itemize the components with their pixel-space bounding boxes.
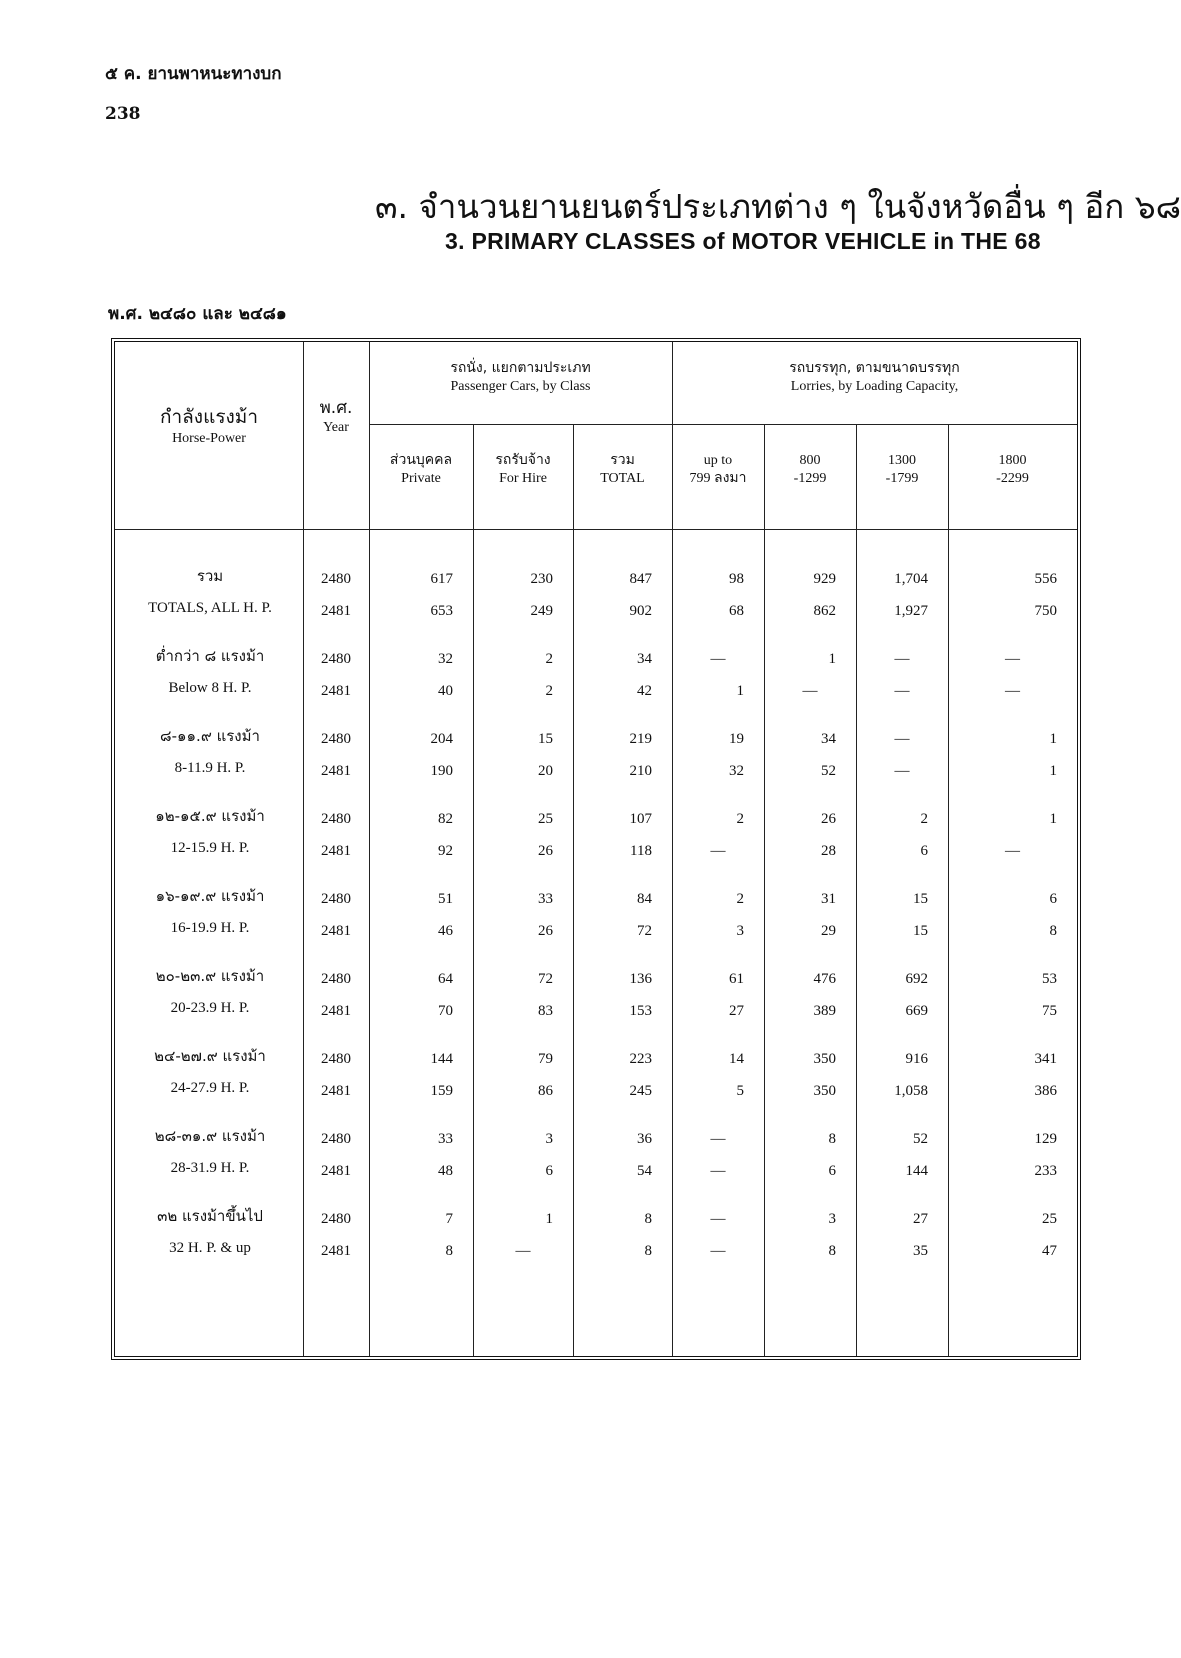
subheader-top-5: 1300 [888, 453, 916, 468]
year-cell: 2480 [321, 1051, 351, 1067]
data-cell: 129 [1034, 1131, 1057, 1147]
data-cell: 8 [445, 1243, 453, 1259]
data-cell: 52 [821, 763, 836, 779]
data-cell: 389 [813, 1003, 836, 1019]
data-cell: 15 [913, 891, 928, 907]
subheader-bottom-0: Private [401, 470, 441, 486]
group-label-thai: ต่ำกว่า ๘ แรงม้า [155, 647, 265, 665]
group-label-thai: ๘-๑๑.๙ แรงม้า [160, 727, 260, 745]
data-cell: — [894, 731, 910, 747]
year-note: พ.ศ. ๒๔๘๐ และ ๒๔๘๑ [108, 304, 287, 324]
year-cell: 2480 [321, 571, 351, 587]
data-cell: 862 [813, 603, 836, 619]
subheader-bottom-3: 799 ลงมา [689, 470, 747, 486]
data-cell: — [1005, 683, 1020, 699]
subheader-col-0 [369, 452, 473, 487]
data-cell: 750 [1034, 603, 1057, 619]
group-label-thai: ๒๘-๓๑.๙ แรงม้า [154, 1127, 266, 1145]
data-cell: 230 [530, 571, 553, 587]
subheader-bottom-1: For Hire [499, 470, 547, 486]
year-cell: 2481 [321, 603, 351, 619]
data-cell: 386 [1034, 1083, 1057, 1099]
group-label [115, 1200, 305, 1264]
data-cell: 52 [913, 1131, 928, 1147]
group-label-english: Below 8 H. P. [168, 680, 252, 696]
data-cell: 15 [538, 731, 553, 747]
subheader-col-5 [856, 452, 948, 487]
data-cell: 32 [438, 651, 453, 667]
group-label-english: 8-11.9 H. P. [174, 760, 246, 776]
data-cell: 54 [637, 1163, 652, 1179]
data-cell: 223 [629, 1051, 652, 1067]
data-cell: 2 [545, 683, 553, 699]
data-cell: 14 [729, 1051, 744, 1067]
year-cell: 2480 [321, 651, 351, 667]
data-cell: 144 [430, 1051, 453, 1067]
data-cell: 27 [729, 1003, 744, 1019]
group-label [115, 720, 305, 784]
data-cell: 68 [729, 603, 744, 619]
data-cell: 33 [538, 891, 553, 907]
data-cell: 92 [438, 843, 453, 859]
data-cell: 20 [538, 763, 553, 779]
data-cell: 64 [438, 971, 453, 987]
subheader-top-0: ส่วนบุคคล [389, 452, 453, 468]
data-cell: 902 [629, 603, 652, 619]
data-cell: — [710, 843, 726, 859]
data-cell: 19 [729, 731, 744, 747]
group-label [115, 880, 305, 944]
data-cell: 46 [438, 923, 453, 939]
group-label-english: 20-23.9 H. P. [170, 1000, 250, 1016]
year-cell: 2481 [321, 1243, 351, 1259]
data-cell: — [710, 1163, 726, 1179]
data-cell: 2 [736, 811, 744, 827]
data-cell: 2 [920, 811, 928, 827]
data-cell: 2 [736, 891, 744, 907]
data-cell: 70 [438, 1003, 453, 1019]
data-cell: — [710, 1131, 726, 1147]
subheader-bottom-6: -2299 [996, 470, 1029, 486]
data-cell: 53 [1042, 971, 1057, 987]
data-cell: 26 [538, 923, 553, 939]
group-label-thai: ๓๒ แรงม้าขึ้นไป [157, 1207, 263, 1225]
data-cell: 341 [1034, 1051, 1057, 1067]
year-cell: 2481 [321, 1083, 351, 1099]
data-cell: 2 [545, 651, 553, 667]
data-cell: 159 [430, 1083, 453, 1099]
data-cell: 153 [629, 1003, 652, 1019]
data-cell: 617 [430, 571, 453, 587]
data-cell: 1 [1049, 811, 1057, 827]
data-cell: 15 [913, 923, 928, 939]
subheader-bottom-4: -1299 [793, 470, 827, 486]
data-cell: 8 [828, 1131, 836, 1147]
data-cell: 118 [630, 843, 652, 859]
data-cell: 245 [629, 1083, 652, 1099]
group-label-english: TOTALS, ALL H. P. [148, 600, 272, 616]
data-cell: 1 [736, 683, 744, 699]
data-cell: 31 [821, 891, 836, 907]
data-cell: 233 [1034, 1163, 1057, 1179]
table-title-english: 3. PRIMARY CLASSES of MOTOR VEHICLE in THE 68 [445, 228, 1041, 254]
year-cell: 2481 [321, 763, 351, 779]
data-cell: 6 [920, 843, 928, 859]
data-cell: 8 [644, 1243, 652, 1259]
data-cell: 33 [438, 1131, 453, 1147]
group-label [115, 1040, 305, 1104]
data-cell: 29 [821, 923, 836, 939]
year-cell: 2480 [321, 891, 351, 907]
subheader-col-1 [473, 452, 573, 487]
group-label [115, 1120, 305, 1184]
data-cell: 83 [538, 1003, 553, 1019]
subheader-top-2: รวม [610, 452, 635, 468]
data-cell: — [802, 683, 818, 699]
data-cell: 48 [438, 1163, 453, 1179]
year-cell: 2481 [321, 683, 351, 699]
data-cell: 107 [629, 811, 652, 827]
data-cell: 916 [905, 1051, 928, 1067]
group-label-thai: รวม [196, 567, 224, 585]
subheader-col-3 [672, 452, 764, 487]
year-cell: 2480 [321, 1131, 351, 1147]
group-label [115, 560, 305, 624]
data-cell: 3 [736, 923, 744, 939]
data-cell: — [710, 651, 726, 667]
table-title-thai: ๓. จำนวนยานยนตร์ประเภทต่าง ๆ ในจังหวัดอื่น ๆ อีก ๖๘ [375, 187, 1181, 226]
group-label-english: 12-15.9 H. P. [170, 840, 250, 856]
data-table [111, 338, 1081, 1360]
data-cell: 1 [1049, 763, 1057, 779]
data-cell: 47 [1042, 1243, 1057, 1259]
data-cell: 34 [821, 731, 836, 747]
header-year: พ.ศ. Year [319, 398, 353, 436]
data-cell: 1 [1049, 731, 1057, 747]
subheader-top-4: 800 [799, 453, 821, 468]
data-cell: — [710, 1243, 726, 1259]
data-cell: 8 [1049, 923, 1057, 939]
data-cell: 98 [729, 571, 744, 587]
header-horsepower: กำลังแรงม้า Horse-Power [159, 406, 258, 446]
subheader-top-3: up to [703, 453, 733, 468]
year-cell: 2481 [321, 923, 351, 939]
data-cell: 1,704 [894, 571, 928, 587]
header-passenger-cars: รถนั่ง, แยกตามประเภท Passenger Cars, by Class [450, 360, 591, 394]
data-cell: 40 [438, 683, 453, 699]
data-cell: 1,058 [894, 1083, 928, 1099]
data-cell: 5 [736, 1083, 744, 1099]
data-cell: 350 [813, 1083, 836, 1099]
data-cell: — [515, 1243, 531, 1259]
subheader-bottom-2: TOTAL [600, 470, 645, 486]
data-cell: 84 [637, 891, 652, 907]
data-cell: 6 [1049, 891, 1057, 907]
data-cell: 35 [913, 1243, 928, 1259]
group-label-english: 24-27.9 H. P. [170, 1080, 250, 1096]
group-label-english: 32 H. P. & up [169, 1240, 251, 1256]
data-cell: 25 [1042, 1211, 1057, 1227]
data-cell: 61 [729, 971, 744, 987]
data-cell: — [894, 763, 910, 779]
data-cell: 929 [813, 571, 836, 587]
data-cell: 350 [813, 1051, 836, 1067]
data-cell: 72 [637, 923, 652, 939]
subheader-top-6: 1800 [998, 453, 1027, 468]
data-cell: 1 [545, 1211, 553, 1227]
data-cell: 51 [438, 891, 453, 907]
data-cell: 82 [438, 811, 453, 827]
data-cell: 556 [1034, 571, 1057, 587]
group-label-thai: ๑๖-๑๙.๙ แรงม้า [155, 887, 265, 905]
year-cell: 2480 [321, 1211, 351, 1227]
subheader-col-4 [764, 452, 856, 487]
data-cell: 1 [828, 651, 836, 667]
data-cell: 75 [1042, 1003, 1057, 1019]
group-label-english: 16-19.9 H. P. [170, 920, 250, 936]
data-cell: 79 [538, 1051, 553, 1067]
group-label [115, 800, 305, 864]
header-divider [369, 424, 1077, 425]
subheader-col-2 [573, 452, 672, 487]
data-cell: 1,927 [894, 603, 928, 619]
data-cell: 25 [538, 811, 553, 827]
year-cell: 2481 [321, 843, 351, 859]
data-cell: — [1005, 651, 1020, 667]
group-label-english: 28-31.9 H. P. [170, 1160, 250, 1176]
data-cell: 8 [644, 1211, 652, 1227]
data-cell: 3 [828, 1211, 836, 1227]
data-cell: 34 [637, 651, 652, 667]
data-cell: 144 [905, 1163, 928, 1179]
data-cell: 6 [828, 1163, 836, 1179]
data-cell: 476 [813, 971, 836, 987]
data-cell: 3 [545, 1131, 553, 1147]
data-cell: — [894, 683, 910, 699]
group-label-thai: ๒๐-๒๓.๙ แรงม้า [155, 967, 265, 985]
header-divider [115, 529, 1077, 530]
year-cell: 2481 [321, 1003, 351, 1019]
data-cell: 6 [545, 1163, 553, 1179]
group-label-thai: ๒๔-๒๗.๙ แรงม้า [154, 1047, 266, 1065]
subheader-top-1: รถรับจ้าง [495, 452, 551, 468]
year-cell: 2480 [321, 731, 351, 747]
data-cell: 204 [430, 731, 453, 747]
data-cell: — [1005, 843, 1020, 859]
data-cell: — [710, 1211, 726, 1227]
data-cell: 210 [629, 763, 652, 779]
data-cell: 136 [629, 971, 652, 987]
group-label [115, 640, 305, 704]
data-cell: 7 [445, 1211, 453, 1227]
section-header: ๕ ค. ยานพาหนะทางบก [105, 64, 282, 84]
data-cell: 669 [905, 1003, 928, 1019]
data-cell: 42 [637, 683, 652, 699]
data-cell: 249 [530, 603, 553, 619]
subheader-bottom-5: -1799 [885, 470, 919, 486]
group-label [115, 960, 305, 1024]
data-cell: 190 [430, 763, 453, 779]
data-cell: 26 [538, 843, 553, 859]
year-cell: 2480 [321, 971, 351, 987]
data-cell: 692 [905, 971, 928, 987]
header-lorries: รถบรรทุก, ตามขนาดบรรทุก Lorries, by Loading Capacity, [789, 360, 960, 394]
data-cell: 72 [538, 971, 553, 987]
data-cell: 219 [629, 731, 652, 747]
subheader-col-6 [948, 452, 1077, 487]
page-number: 238 [105, 104, 141, 124]
data-cell: 847 [629, 571, 652, 587]
data-cell: 653 [430, 603, 453, 619]
data-cell: 28 [821, 843, 836, 859]
data-cell: 32 [729, 763, 744, 779]
data-cell: 86 [538, 1083, 553, 1099]
data-cell: 26 [821, 811, 836, 827]
year-cell: 2481 [321, 1163, 351, 1179]
data-cell: 27 [913, 1211, 928, 1227]
year-cell: 2480 [321, 811, 351, 827]
data-cell: — [894, 651, 910, 667]
group-label-thai: ๑๒-๑๕.๙ แรงม้า [155, 807, 265, 825]
data-cell: 8 [828, 1243, 836, 1259]
data-cell: 36 [637, 1131, 652, 1147]
